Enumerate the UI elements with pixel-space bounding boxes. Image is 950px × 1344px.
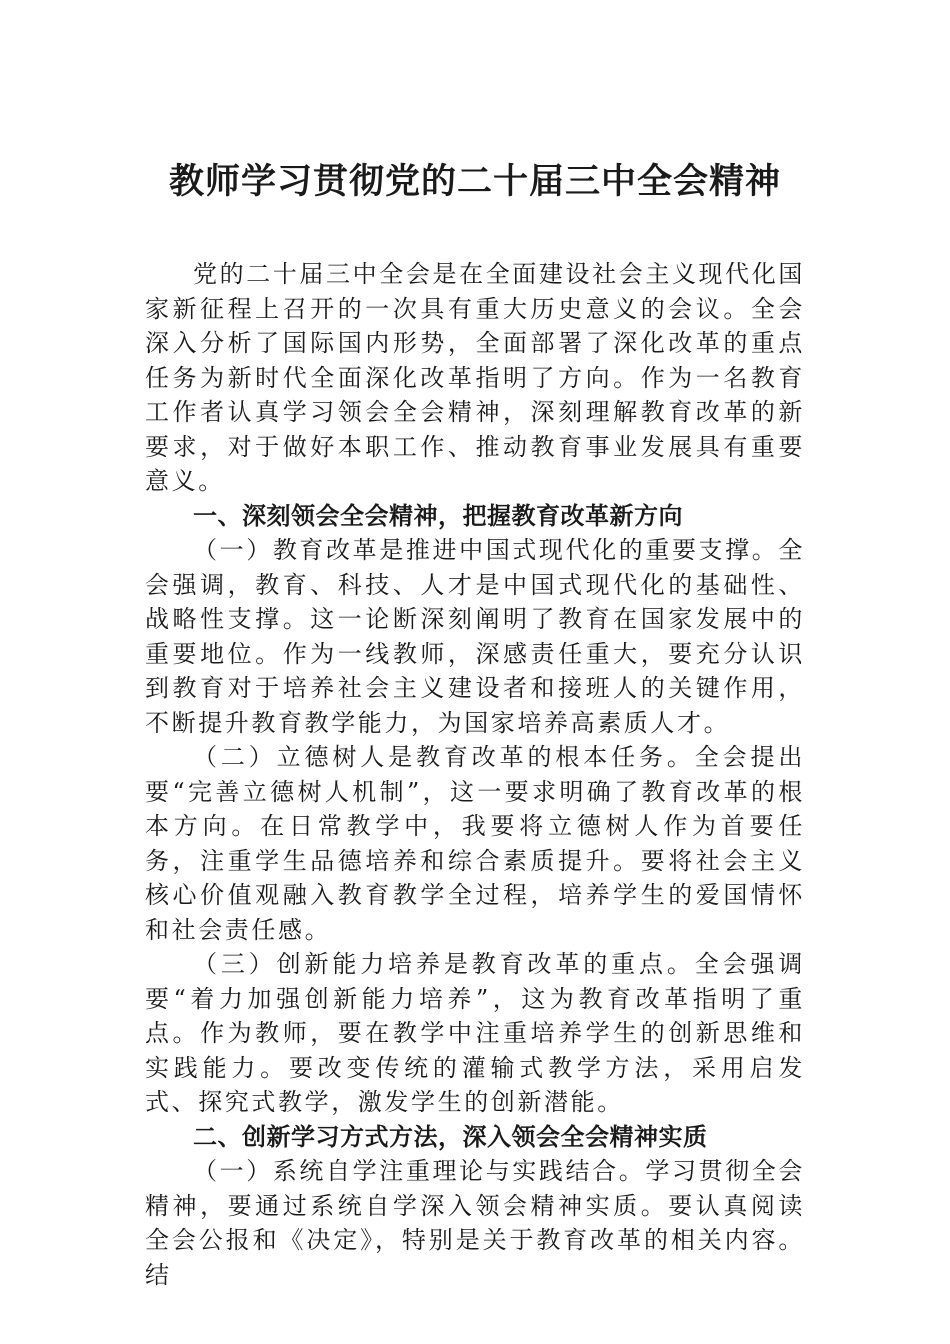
section-heading-1: 一、深刻领会全会精神，把握教育改革新方向: [193, 501, 683, 530]
document-title: 教师学习贯彻党的二十届三中全会精神: [168, 161, 781, 202]
document-body: [145, 257, 805, 1292]
section-1-paragraph-1: （一）教育改革是推进中国式现代化的重要支撑。全会强调，教育、科技、人才是中国式现代化的基础性、战略性支撑。这一论断深刻阐明了教育在国家发展中的重要地位。作为一线教师，深感责任重大，要充分认识到教育对于培养社会主义建设者和接班人的关键作用，不断提升教育教学能力，为国家培养高素质人才。: [145, 536, 805, 737]
intro-paragraph: 党的二十届三中全会是在全面建设社会主义现代化国家新征程上召开的一次具有重大历史意义的会议。全会深入分析了国际国内形势，全面部署了深化改革的重点任务为新时代全面深化改革指明了方向。作为一名教育工作者认真学习领会全会精神，深刻理解教育改革的新要求，对于做好本职工作、推动教育事业发展具有重要意义。: [145, 260, 805, 495]
section-2-paragraph-1: （一）系统自学注重理论与实践结合。学习贯彻全会精神，要通过系统自学深入领会精神实质。要认真阅读全会公报和《决定》，特别是关于教育改革的相关内容。结: [145, 1157, 805, 1289]
section-heading-2: 二、创新学习方式方法，深入领会全会精神实质: [193, 1122, 708, 1151]
section-1-paragraph-3: （三）创新能力培养是教育改革的重点。全会强调要“着力加强创新能力培养”，这为教育改革指明了重点。作为教师，要在教学中注重培养学生的创新思维和实践能力。要改变传统的灌输式教学方法，采用启发式、探究式教学，激发学生的创新潜能。: [145, 950, 805, 1116]
section-1-paragraph-2: （二）立德树人是教育改革的根本任务。全会提出要“完善立德树人机制”，这一要求明确了教育改革的根本方向。在日常教学中，我要将立德树人作为首要任务，注重学生品德培养和综合素质提升。要将社会主义核心价值观融入教育教学全过程，培养学生的爱国情怀和社会责任感。: [145, 743, 805, 944]
